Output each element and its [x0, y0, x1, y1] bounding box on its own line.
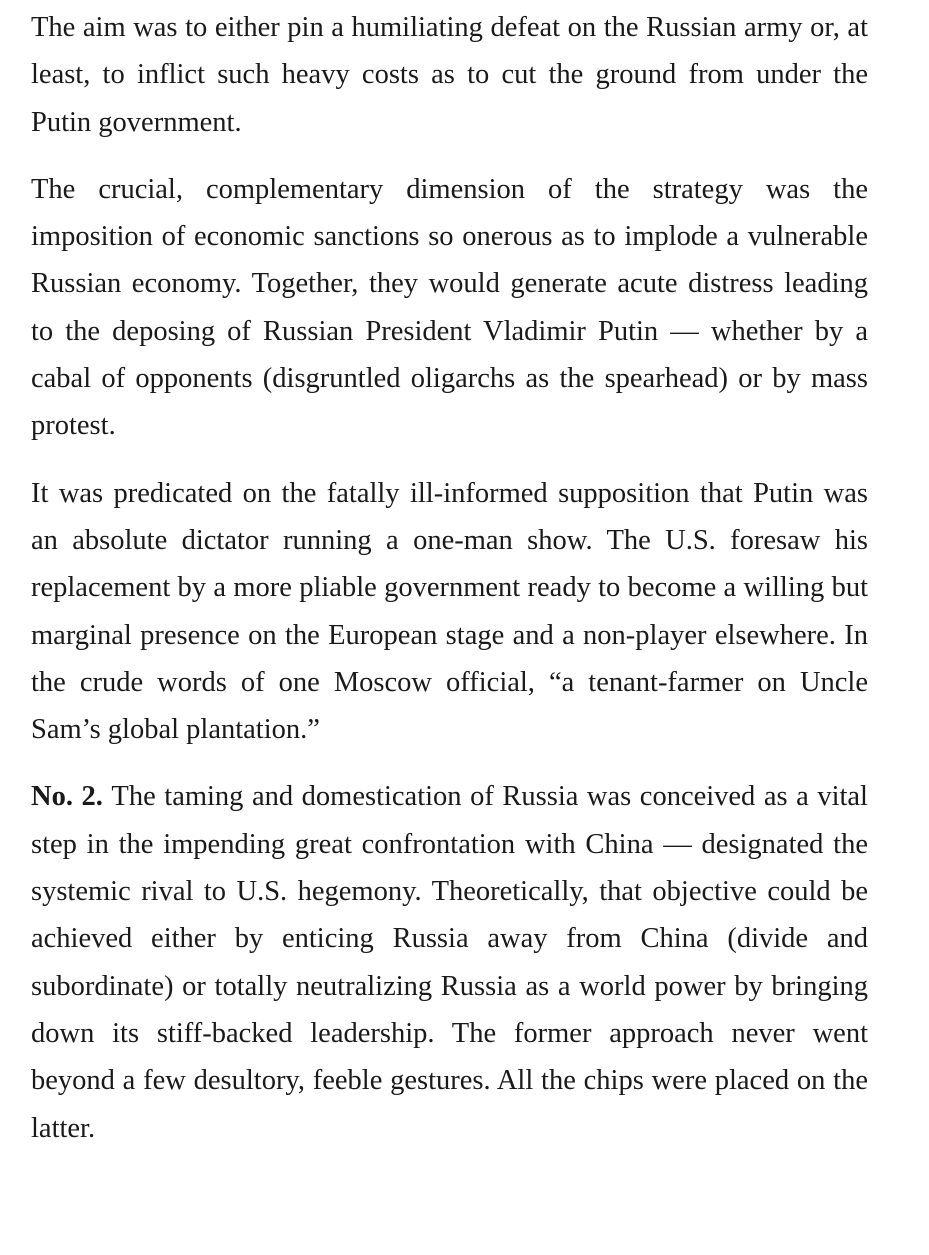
article-paragraph [31, 470, 868, 754]
article-paragraph [31, 4, 868, 146]
paragraph-text: The taming and domestication of Russia was conceived as a vital step in the impending great confrontation with China — designated the systemic rival to U.S. hegemony. Theoretically, that objective could be achieved either by enticing Russia away from China (divide and subordinate) or totally neutralizing Russia as a world power by bringing down its stiff-backed leadership. The former approach never went beyond a few desultory, feeble gestures. All the chips were placed on the latter. [31, 781, 868, 1144]
paragraph-text: The crucial, complementary dimension of the strategy was the imposition of economic sanctions so onerous as to implode a vulnerable Russian economy. Together, they would generate acute distress leading to the deposing of Russian President Vladimir Putin — whether by a cabal of opponents (disgruntled oligarchs as the spearhead) or by mass protest. [31, 173, 868, 442]
paragraph-text: The aim was to either pin a humiliating defeat on the Russian army or, at least, to inflict such heavy costs as to cut the ground from under the Putin government. [31, 12, 868, 138]
article-paragraph [31, 166, 868, 450]
article-paragraph [31, 773, 868, 1151]
paragraph-lead: No. 2. [31, 781, 112, 813]
paragraph-text: It was predicated on the fatally ill-informed supposition that Putin was an absolute dictator running a one-man show. The U.S. foresaw his replacement by a more pliable government ready to become a willing but marginal presence on the European stage and a non-player elsewhere. In the crude words of one Moscow official, “a tenant-farmer on Uncle Sam’s global plantation.” [31, 477, 868, 746]
